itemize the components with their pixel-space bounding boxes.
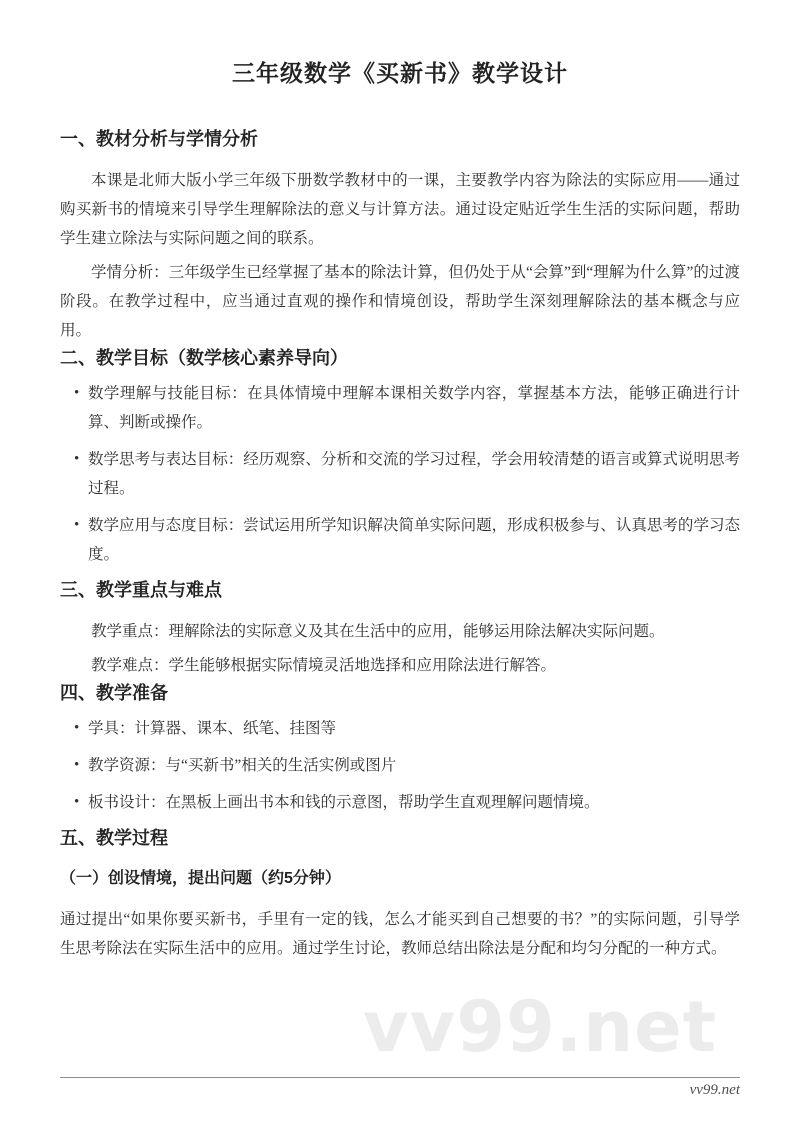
list-item (88, 379, 740, 437)
paragraph: 教学难点：学生能够根据实际情境灵活地选择和应用除法进行解答。 (91, 657, 557, 674)
footer-divider (60, 1077, 740, 1078)
list-item (88, 511, 740, 569)
subsection-heading: （一）创设情境，提出问题（约5分钟） (60, 870, 341, 887)
paragraph: 通过提出“如果你要买新书，手里有一定的钱，怎么才能买到自己想要的书？”的实际问题，引导学生思考除法在实际生活中的应用。通过学生讨论，教师总结出除法是分配和均匀分配的一种方式。 (60, 911, 740, 957)
list-item-text: 教学资源：与“买新书”相关的生活实例或图片 (88, 757, 397, 774)
section-material-analysis (60, 126, 740, 345)
footer-site-text: vv99.net (689, 1082, 740, 1098)
section-preparation (60, 680, 740, 817)
list-item-text: 学具：计算器、课本、纸笔、挂图等 (88, 720, 337, 737)
section-heading: 一、教材分析与学情分析 (60, 129, 258, 149)
list-item-text: 数学理解与技能目标：在具体情境中理解本课相关数学内容，掌握基本方法，能够正确进行计算、判断或操作。 (88, 385, 740, 431)
section-teaching-process (60, 825, 740, 963)
list-item-text: 板书设计：在黑板上画出书本和钱的示意图，帮助学生直观理解问题情境。 (88, 794, 600, 811)
paragraph: 教学重点：理解除法的实际意义及其在生活中的应用，能够运用除法解决实际问题。 (91, 623, 665, 640)
list-item (88, 751, 740, 780)
preparation-list (60, 714, 740, 817)
section-heading: 五、教学过程 (60, 828, 168, 848)
list-item-text: 数学应用与态度目标：尝试运用所学知识解决简单实际问题，形成积极参与、认真思考的学习态度。 (88, 517, 740, 563)
section-teaching-goals (60, 345, 740, 569)
goal-list (60, 379, 740, 569)
paragraph: 本课是北师大版小学三年级下册数学教材中的一课，主要教学内容为除法的实际应用——通过购买新书的情境来引导学生理解除法的意义与计算方法。通过设定贴近学生生活的实际问题，帮助学生建立除法与实际问题之间的联系。 (60, 172, 740, 247)
section-heading: 二、教学目标（数学核心素养导向） (60, 348, 348, 368)
section-key-points (60, 577, 740, 680)
list-item (88, 714, 740, 743)
paragraph: 学情分析：三年级学生已经掌握了基本的除法计算，但仍处于从“会算”到“理解为什么算”的过渡阶段。在教学过程中，应当通过直观的操作和情境创设，帮助学生深刻理解除法的基本概念与应用。 (60, 264, 740, 339)
list-item-text: 数学思考与表达目标：经历观察、分析和交流的学习过程，学会用较清楚的语言或算式说明思考过程。 (88, 451, 740, 497)
section-heading: 四、教学准备 (60, 683, 168, 703)
list-item (88, 445, 740, 503)
list-item (88, 788, 740, 817)
section-heading: 三、教学重点与难点 (60, 580, 222, 600)
site-watermark: vv99.net (363, 986, 718, 1068)
page-title: 三年级数学《买新书》教学设计 (232, 60, 568, 86)
